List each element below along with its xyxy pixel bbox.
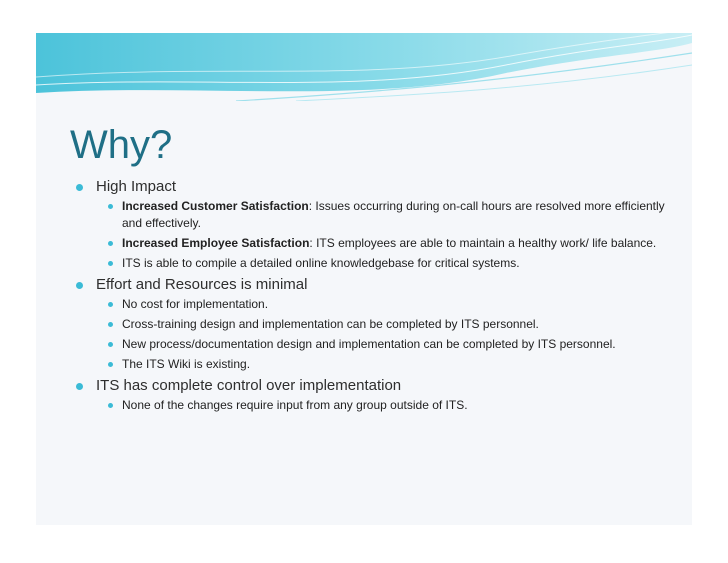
bullet-text: Cross-training design and implementation can be completed by ITS personnel. [122,317,539,331]
bullet-effort-resources [76,275,676,373]
bullet-icon [108,362,113,367]
bullet-label: High Impact [96,178,177,195]
sub-bullet [96,316,676,333]
bullet-icon [108,261,113,266]
bullet-text: : ITS employees are able to maintain a healthy work/ life balance. [309,236,657,250]
sub-bullet [96,198,676,232]
bullet-bold-text: Increased Customer Satisfaction [122,199,309,213]
bullet-icon [108,322,113,327]
bullet-icon [108,342,113,347]
bullet-icon [76,184,83,191]
bullet-label: Effort and Resources is minimal [96,276,308,293]
bullet-icon [76,383,83,390]
bullet-icon [108,302,113,307]
sub-list [96,397,676,414]
decorative-banner [36,33,692,101]
bullet-high-impact [76,177,676,272]
slide-title: Why? [70,123,173,167]
bullet-text: No cost for implementation. [122,297,269,311]
bullet-list [76,177,676,417]
sub-bullet [96,235,676,252]
bullet-icon [108,204,113,209]
bullet-label: ITS has complete control over implementation [96,377,402,394]
sub-list [96,198,676,272]
sub-list [96,296,676,373]
bullet-text: New process/documentation design and implementation can be completed by ITS personnel. [122,337,616,351]
bullet-its-control [76,376,676,414]
bullet-bold-text: Increased Employee Satisfaction [122,236,310,250]
bullet-icon [76,282,83,289]
sub-bullet [96,255,676,272]
bullet-text: ITS is able to compile a detailed online knowledgebase for critical systems. [122,256,520,270]
sub-bullet [96,356,676,373]
sub-bullet [96,397,676,414]
bullet-text: : Issues occurring during on-call hours are resolved more efficiently and effectively. [122,199,665,230]
bullet-text: The ITS Wiki is existing. [122,357,251,371]
bullet-icon [108,241,113,246]
slide [36,33,692,525]
bullet-icon [108,403,113,408]
sub-bullet [96,296,676,313]
sub-bullet [96,336,676,353]
bullet-text: None of the changes require input from any group outside of ITS. [122,398,468,412]
